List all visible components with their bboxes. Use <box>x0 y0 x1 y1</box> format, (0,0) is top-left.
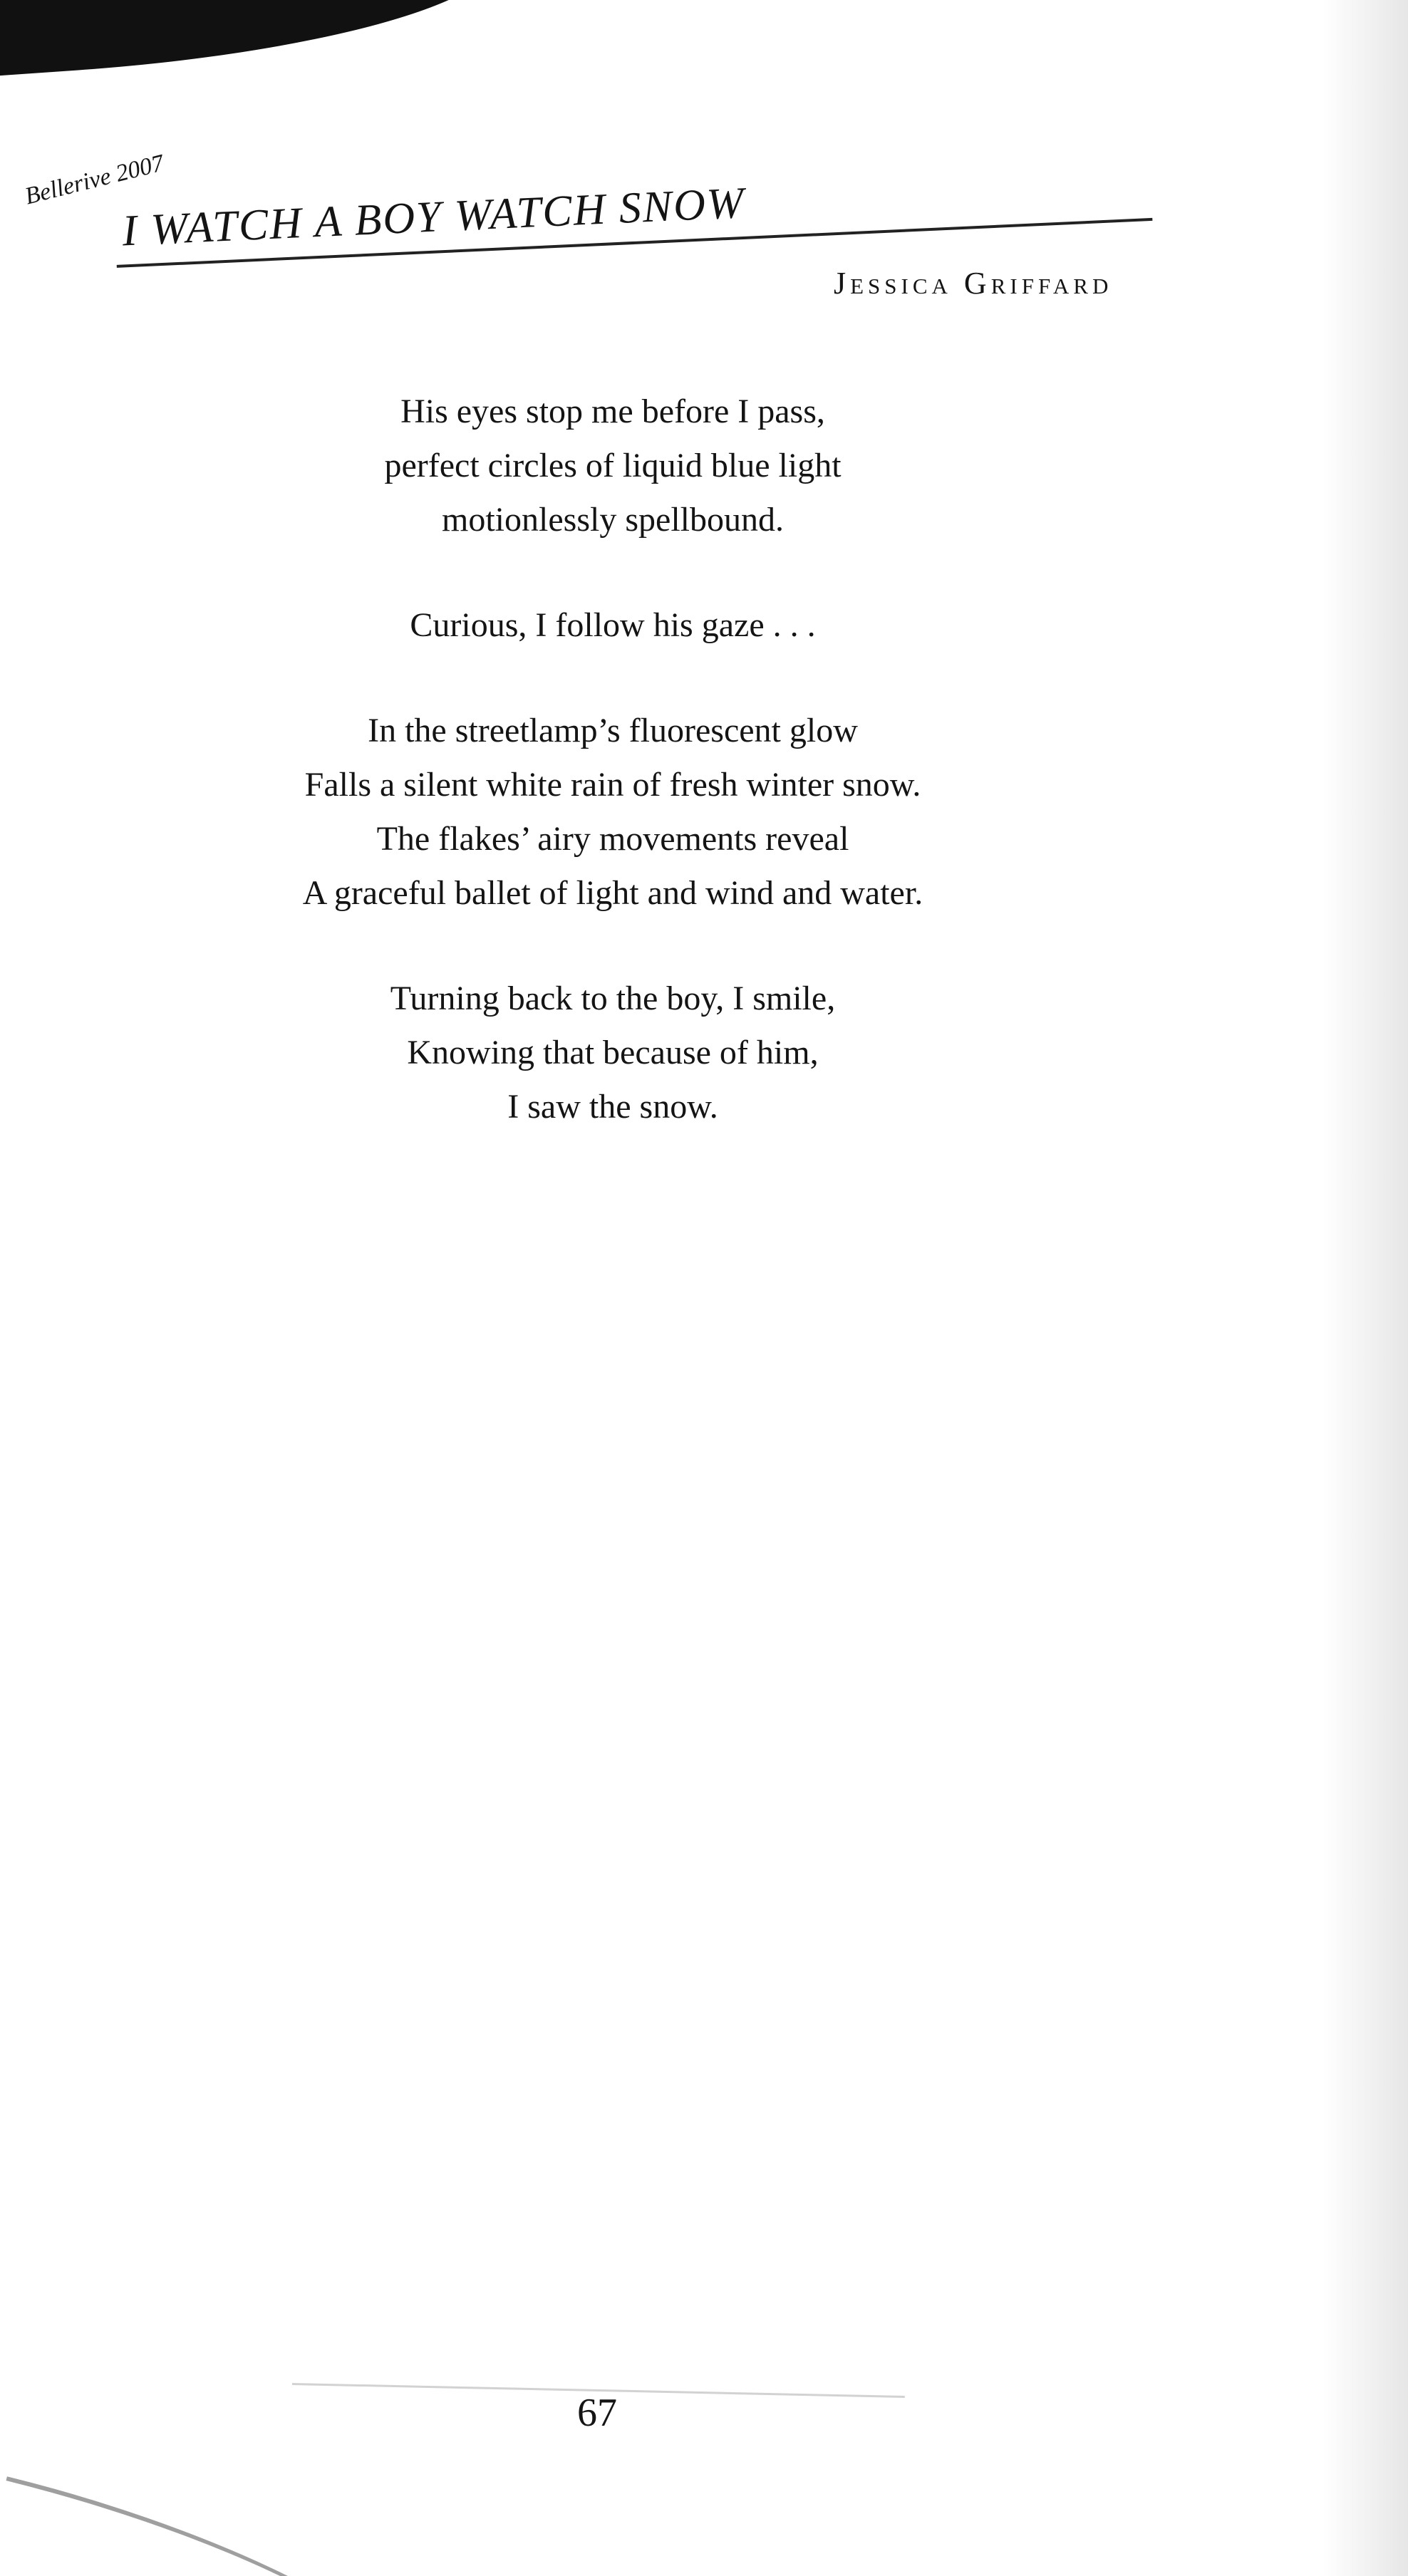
poem-title: I WATCH A BOY WATCH SNOW <box>121 178 746 256</box>
poem-line: Curious, I follow his gaze . . . <box>410 606 816 644</box>
page-curl-edge <box>0 2476 491 2576</box>
stanza <box>214 598 1012 653</box>
poem-line: Turning back to the boy, I smile, <box>390 980 836 1017</box>
page-number: 67 <box>577 2391 617 2435</box>
poem-line: The flakes’ airy movements reveal <box>376 820 849 858</box>
page-edge-shade <box>1322 0 1408 2576</box>
poem-line: A graceful ballet of light and wind and water. <box>302 874 923 912</box>
poem-line: In the streetlamp’s fluorescent glow <box>368 712 858 749</box>
poem-line: Knowing that because of him, <box>407 1034 819 1071</box>
poem-body <box>214 385 1012 1185</box>
poem-author: Jessica Griffard <box>834 266 1113 301</box>
stanza <box>214 972 1012 1134</box>
poem-line: motionlessly spellbound. <box>442 501 784 539</box>
poem-line: I saw the snow. <box>507 1088 718 1126</box>
poem-line: Falls a silent white rain of fresh winter snow. <box>304 766 921 804</box>
poem-line: His eyes stop me before I pass, <box>400 393 825 430</box>
stanza <box>214 704 1012 920</box>
poem-line: perfect circles of liquid blue light <box>384 447 842 484</box>
page-corner-shadow <box>0 0 505 78</box>
running-head: Bellerive 2007 <box>22 150 167 210</box>
stanza <box>214 385 1012 547</box>
